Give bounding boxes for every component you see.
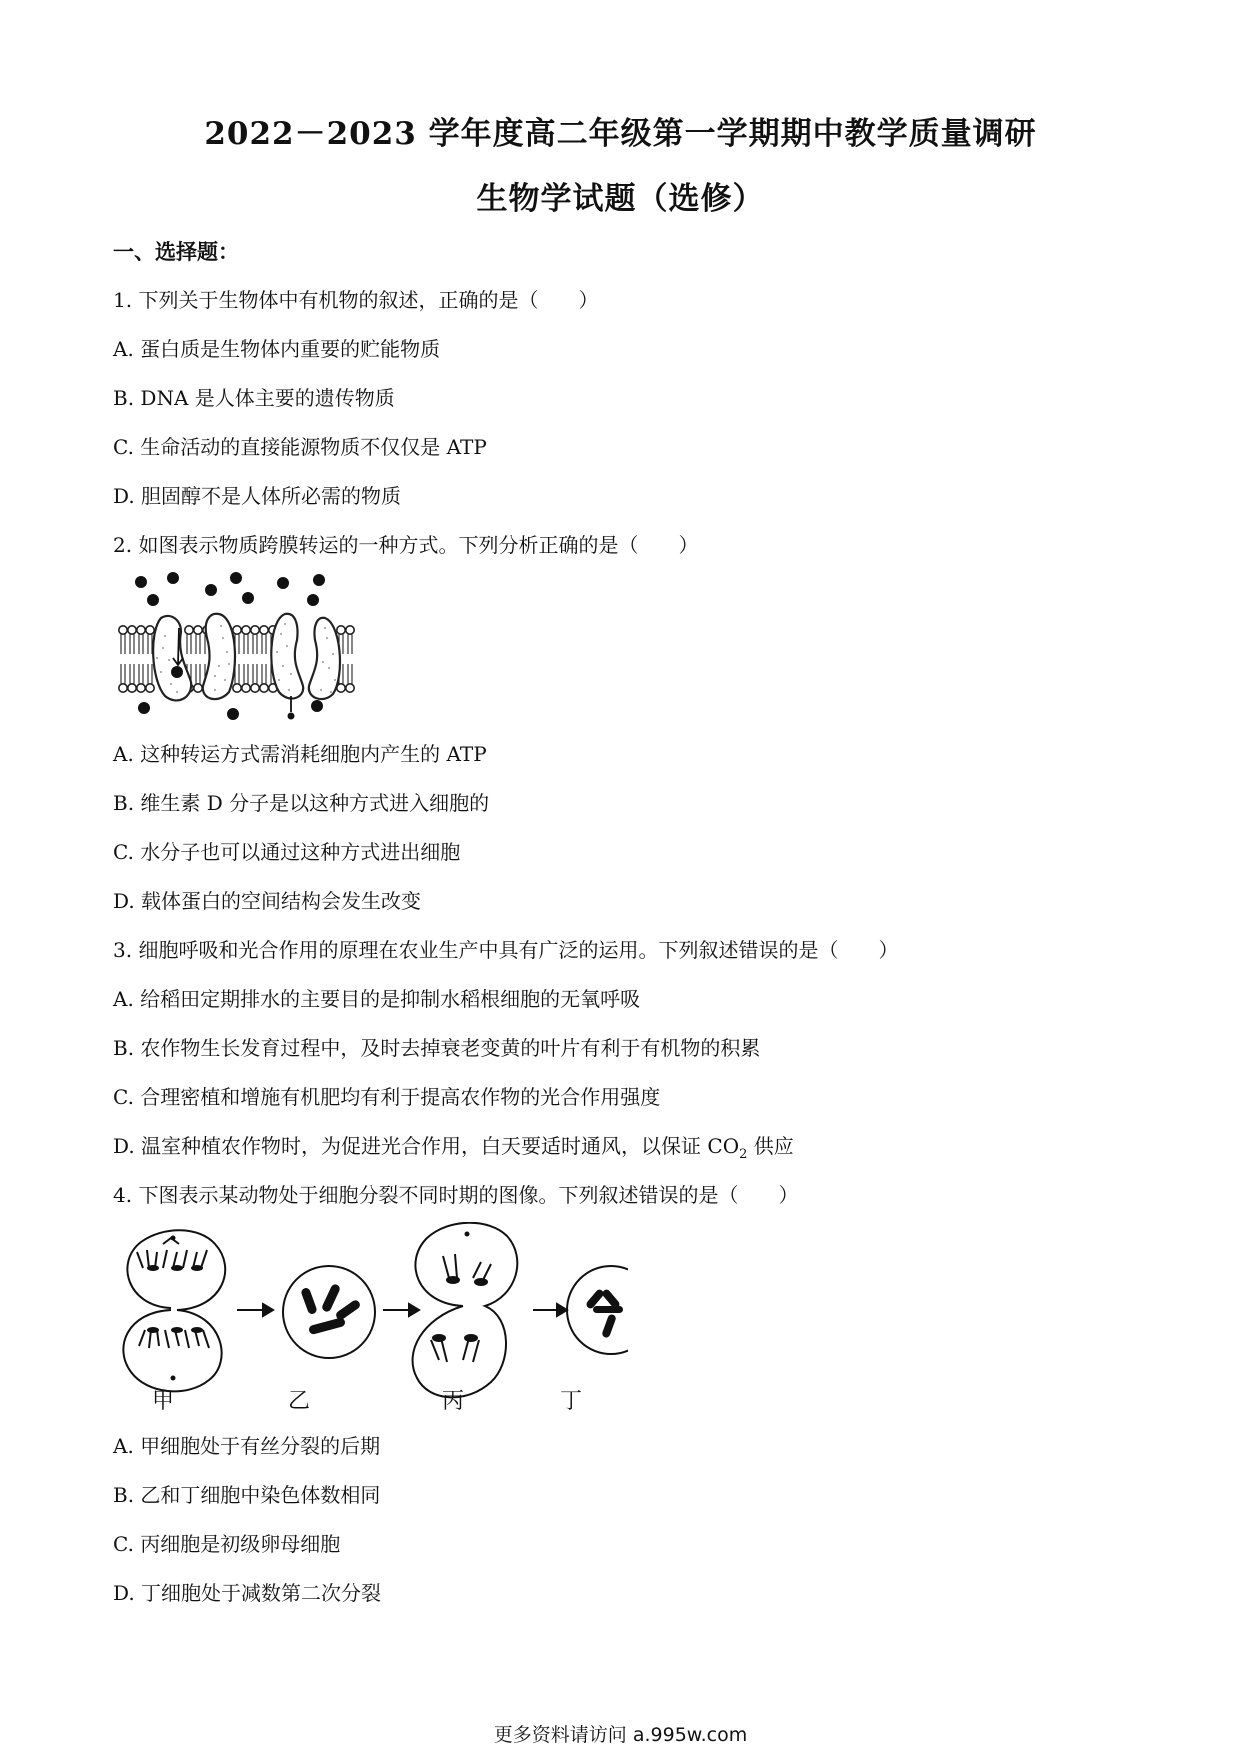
section-heading: 一、选择题：: [113, 239, 239, 264]
question-3-option-b: B. 农作物生长发育过程中，及时去掉衰老变黄的叶片有利于有机物的积累: [113, 1036, 761, 1060]
question-4-option-a: A. 甲细胞处于有丝分裂的后期: [113, 1434, 381, 1458]
question-3-option-c: C. 合理密植和增施有机肥均有利于提高农作物的光合作用强度: [113, 1085, 661, 1109]
question-2-option-a: A. 这种转运方式需消耗细胞内产生的 ATP: [113, 742, 487, 766]
question-3-option-a: A. 给稻田定期排水的主要目的是抑制水稻根细胞的无氧呼吸: [113, 987, 641, 1011]
question-1-stem: 1. 下列关于生物体中有机物的叙述，正确的是（ ）: [113, 288, 599, 312]
question-4-option-b: B. 乙和丁细胞中染色体数相同: [113, 1483, 381, 1507]
cell-bing: [413, 1223, 518, 1398]
question-1-option-a: A. 蛋白质是生物体内重要的贮能物质: [113, 337, 441, 361]
cell-jia: [123, 1230, 225, 1391]
label-jia: 甲: [151, 1389, 175, 1412]
label-yi: 乙: [287, 1389, 311, 1412]
question-2-option-d: D. 载体蛋白的空间结构会发生改变: [113, 889, 422, 913]
membrane-transport-figure: [115, 568, 405, 724]
carrier-protein-right-half: [203, 614, 235, 699]
carrier-protein-2-left-half: [271, 614, 303, 699]
cell-division-figure: [113, 1222, 628, 1412]
label-ding: 丁: [559, 1389, 583, 1412]
question-2-option-c: C. 水分子也可以通过这种方式进出细胞: [113, 840, 461, 864]
question-1-option-b: B. DNA 是人体主要的遗传物质: [113, 386, 395, 410]
question-4-stem: 4. 下图表示某动物处于细胞分裂不同时期的图像。下列叙述错误的是（ ）: [113, 1183, 799, 1207]
question-3-option-d: D. 温室种植农作物时，为促进光合作用，白天要适时通风，以保证 $CO_2$ 供应: [113, 1134, 794, 1162]
question-2-stem: 2. 如图表示物质跨膜转运的一种方式。下列分析正确的是（ ）: [113, 533, 699, 557]
question-4-option-c: C. 丙细胞是初级卵母细胞: [113, 1532, 341, 1556]
label-bing: 丙: [441, 1389, 465, 1412]
question-3-stem: 3. 细胞呼吸和光合作用的原理在农业生产中具有广泛的运用。下列叙述错误的是（ ）: [113, 938, 899, 962]
question-1-option-c: C. 生命活动的直接能源物质不仅仅是 ATP: [113, 435, 487, 459]
question-1-option-d: D. 胆固醇不是人体所必需的物质: [113, 484, 402, 508]
carrier-protein-2-right-half: [309, 618, 340, 699]
question-4-option-d: D. 丁细胞处于减数第二次分裂: [113, 1581, 382, 1605]
footer-link[interactable]: 更多资料请访问 a.995w.com: [493, 1724, 748, 1746]
exam-title: 2022－2023 学年度高二年级第一学期期中教学质量调研: [204, 116, 1037, 152]
exam-subtitle: 生物学试题（选修）: [476, 181, 765, 217]
cell-yi: [283, 1266, 375, 1358]
question-2-option-b: B. 维生素 D 分子是以这种方式进入细胞的: [113, 791, 490, 815]
